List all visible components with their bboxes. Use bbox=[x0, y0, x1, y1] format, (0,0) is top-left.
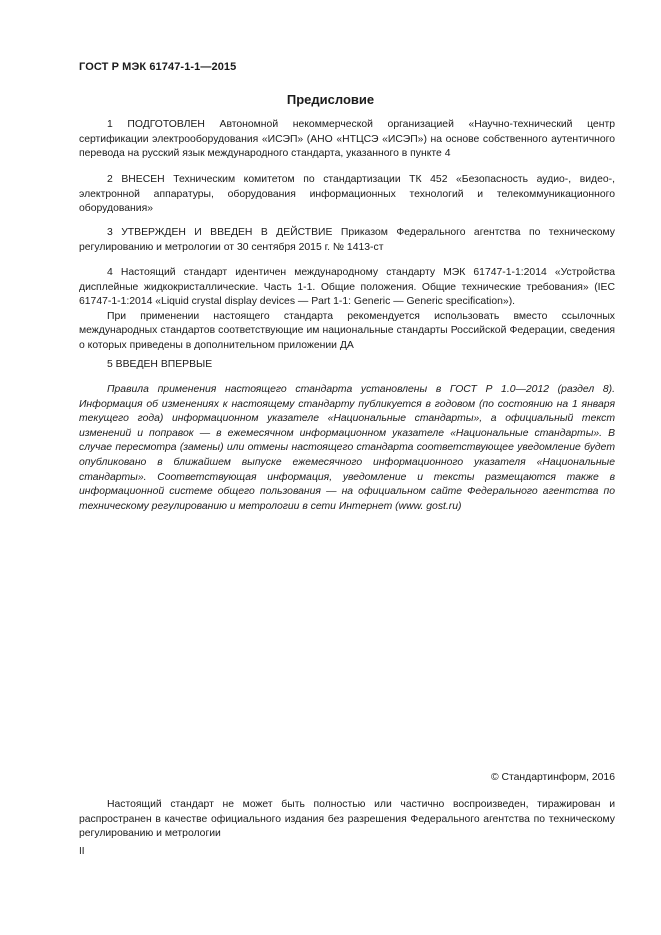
rules-text: Правила применения настоящего стандарта установлены в ГОСТ Р 1.0—2012 (раздел 8). Информация об изменениях к настоящему стандарту публикуется в годовом (по состоянию на 1 января текущего года) информационном указателе «Национальные стандарты», а официальный текст изменений и поправок — в ежемесячном информационном указателе «Национальные стандарты». В случае пересмотра (замены) или отмены настоящего стандарта соответствующее уведомление будет опубликовано в ближайшем выпуске ежемесячного информационного указателя «Национальные стандарты». Соответствующая информация, уведомление и тексты размещаются также в информационной системе общего пользования — на официальном сайте Федерального агентства по техническому регулированию и метрологии в сети Интернет (www. gost.ru) bbox=[79, 384, 615, 512]
item-1-text: 1 ПОДГОТОВЛЕН Автономной некоммерческой организацией «Научно-технический центр сертификации электрооборудования «ИСЭП» (АНО «НТЦСЭ «ИСЭП») на основе собственного аутентичного перевода на русский язык международного стандарта, указанного в пункте 4 bbox=[79, 119, 615, 160]
rules-paragraph bbox=[79, 383, 615, 514]
item-5-text: 5 ВВЕДЕН ВПЕРВЫЕ bbox=[107, 359, 213, 370]
reproduction-notice: Настоящий стандарт не может быть полностью или частично воспроизведен, тиражирован и распространен в качестве официального издания без разрешения Федерального агентства по техническому регулированию и метрологии bbox=[79, 799, 615, 840]
page-title: Предисловие bbox=[286, 92, 375, 107]
copyright-notice: © Стандартинформ, 2016 bbox=[490, 772, 615, 783]
item-4-note: При применении настоящего стандарта рекомендуется использовать вместо ссылочных международных стандартов соответствующие им национальные стандарты Российской Федерации, сведения о которых приведены в дополнительном приложении ДА bbox=[79, 310, 615, 351]
paragraph-item-1 bbox=[79, 118, 615, 162]
reproduction-paragraph bbox=[79, 798, 615, 842]
item-3-text: 3 УТВЕРЖДЕН И ВВЕДЕН В ДЕЙСТВИЕ Приказом Федерального агентства по техническому регулированию и метрологии от 30 сентября 2015 г. № 1413-ст bbox=[79, 227, 615, 253]
paragraph-item-4 bbox=[79, 266, 615, 354]
item-4-text: 4 Настоящий стандарт идентичен международному стандарту МЭК 61747-1-1:2014 «Устройства дисплейные жидкокристаллические. Часть 1-1. Общие положения. Общие технические требования» (IEC 61747-1-1:2014 «Liquid crystal display devices — Part 1-1: Generic — Generic specification»). bbox=[79, 267, 615, 308]
standard-code: ГОСТ Р МЭК 61747-1-1—2015 bbox=[79, 61, 237, 73]
paragraph-item-5 bbox=[79, 358, 615, 373]
page-number: II bbox=[79, 846, 85, 857]
paragraph-item-3 bbox=[79, 226, 615, 255]
paragraph-item-2 bbox=[79, 173, 615, 217]
item-2-text: 2 ВНЕСЕН Техническим комитетом по стандартизации ТК 452 «Безопасность аудио-, видео-, электронной аппаратуры, оборудования информационных технологий и телекоммуникационного оборудования» bbox=[79, 174, 615, 215]
